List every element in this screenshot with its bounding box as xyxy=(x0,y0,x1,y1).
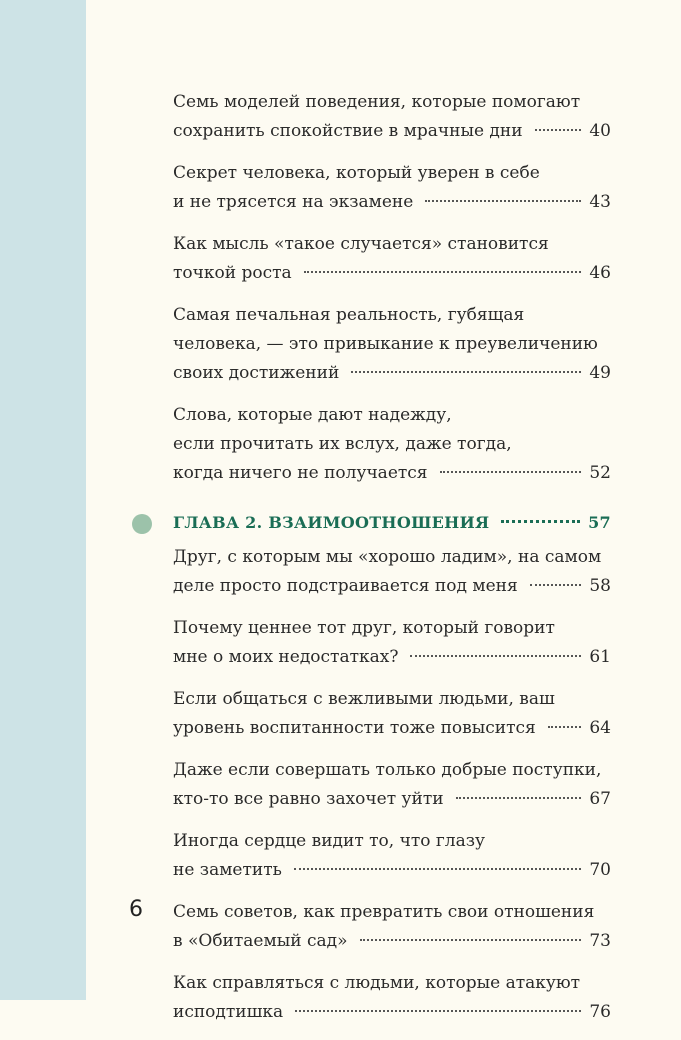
toc-entry-line: Секрет человека, который уверен в себе xyxy=(173,163,540,183)
toc-entry-page-number: 43 xyxy=(589,192,611,212)
toc-entry-last-line xyxy=(173,927,611,956)
toc-entry-line: Слова, которые дают надежду, xyxy=(173,405,452,425)
toc-entry-line: Семь советов, как превратить свои отношения xyxy=(173,902,595,922)
dot-leader xyxy=(304,271,582,273)
toc-entry xyxy=(173,685,611,743)
toc-entry-last-line xyxy=(173,785,611,814)
toc-entry-last-line xyxy=(173,188,611,217)
toc-entry-title-end: исподтишка xyxy=(173,1002,284,1022)
toc-entry-last-line xyxy=(173,714,611,743)
side-color-band xyxy=(0,0,86,1000)
toc-entry-last-line xyxy=(173,459,611,488)
toc-entry xyxy=(173,88,611,146)
toc-entry-title-end: кто-то все равно захочет уйти xyxy=(173,789,444,809)
toc-entry-line: Как мысль «такое случается» становится xyxy=(173,234,549,254)
toc-entry-page-number: 58 xyxy=(589,576,611,596)
toc-entry-page-number: 46 xyxy=(589,263,611,283)
toc-entry xyxy=(173,230,611,288)
dot-leader xyxy=(501,520,580,523)
toc-entry xyxy=(173,301,611,388)
dot-leader xyxy=(351,371,581,373)
toc-entry-title-end: когда ничего не получается xyxy=(173,463,428,483)
toc-entry xyxy=(173,898,611,956)
toc-entry-page-number: 76 xyxy=(589,1002,611,1022)
dot-leader xyxy=(294,868,581,870)
toc-entry-title-end: и не трясется на экзамене xyxy=(173,192,414,212)
toc-entry-last-line xyxy=(173,259,611,288)
toc-entry-line: Самая печальная реальность, губящая xyxy=(173,305,525,325)
dot-leader xyxy=(360,939,582,941)
dot-leader xyxy=(440,471,582,473)
toc-entry-title-end: точкой роста xyxy=(173,263,292,283)
chapter-heading xyxy=(173,508,611,537)
toc-entry-page-number: 70 xyxy=(589,860,611,880)
toc-entry-title-end: своих достижений xyxy=(173,363,340,383)
toc-entry-title-end: сохранить спокойствие в мрачные дни xyxy=(173,121,523,141)
toc-entry-title-end: деле просто подстраивается под меня xyxy=(173,576,518,596)
toc-entry-line: Семь моделей поведения, которые помогают xyxy=(173,92,581,112)
toc-entry-page-number: 52 xyxy=(589,463,611,483)
dot-leader xyxy=(530,584,582,586)
toc-entry-line: Как справляться с людьми, которые атакуют xyxy=(173,973,581,993)
toc-entry-page-number: 73 xyxy=(589,931,611,951)
toc-entry-page-number: 61 xyxy=(589,647,611,667)
toc-entry-page-number: 64 xyxy=(589,718,611,738)
toc-entry-page-number: 40 xyxy=(589,121,611,141)
toc-entry-line: Друг, с которым мы «хорошо ладим», на самом xyxy=(173,547,602,567)
toc-entry-title-end: мне о моих недостатках? xyxy=(173,647,399,667)
toc-entry xyxy=(173,543,611,601)
dot-leader xyxy=(425,200,581,202)
toc-entry-line: Если общаться с вежливыми людьми, ваш xyxy=(173,689,555,709)
toc-entry-title-end: не заметить xyxy=(173,860,282,880)
toc-entries-before xyxy=(173,88,611,488)
dot-leader xyxy=(456,797,582,799)
dot-leader xyxy=(535,129,582,131)
toc-entry-page-number: 67 xyxy=(589,789,611,809)
dot-leader xyxy=(295,1010,581,1012)
page-number: 6 xyxy=(129,897,143,922)
toc-entry xyxy=(173,159,611,217)
toc-entry-title-end: в «Обитаемый сад» xyxy=(173,931,348,951)
toc-entry-line: Иногда сердце видит то, что глазу xyxy=(173,831,485,851)
toc-entry-last-line xyxy=(173,572,611,601)
toc-entry-line: человека, — это привыкание к преувеличению xyxy=(173,334,598,354)
toc-entry xyxy=(173,401,611,488)
toc-entry xyxy=(173,756,611,814)
toc-entry-title-end: уровень воспитанности тоже повысится xyxy=(173,718,536,738)
toc-entry-last-line xyxy=(173,643,611,672)
toc-entry xyxy=(173,827,611,885)
table-of-contents xyxy=(173,88,611,1040)
toc-entry-last-line xyxy=(173,359,611,388)
toc-entry xyxy=(173,969,611,1027)
dot-leader xyxy=(548,726,582,728)
chapter-page-number: 57 xyxy=(588,513,611,532)
toc-entry xyxy=(173,614,611,672)
chapter-title: ГЛАВА 2. ВЗАИМООТНОШЕНИЯ xyxy=(173,513,490,532)
toc-entries-after xyxy=(173,543,611,1027)
toc-entry-page-number: 49 xyxy=(589,363,611,383)
dot-leader xyxy=(410,655,581,657)
toc-entry-line: Почему ценнее тот друг, который говорит xyxy=(173,618,555,638)
toc-entry-last-line xyxy=(173,856,611,885)
toc-entry-last-line xyxy=(173,117,611,146)
toc-entry-line: Даже если совершать только добрые поступки, xyxy=(173,760,602,780)
toc-entry-line: если прочитать их вслух, даже тогда, xyxy=(173,434,512,454)
toc-entry-last-line xyxy=(173,998,611,1027)
chapter-bullet-icon xyxy=(132,514,152,534)
